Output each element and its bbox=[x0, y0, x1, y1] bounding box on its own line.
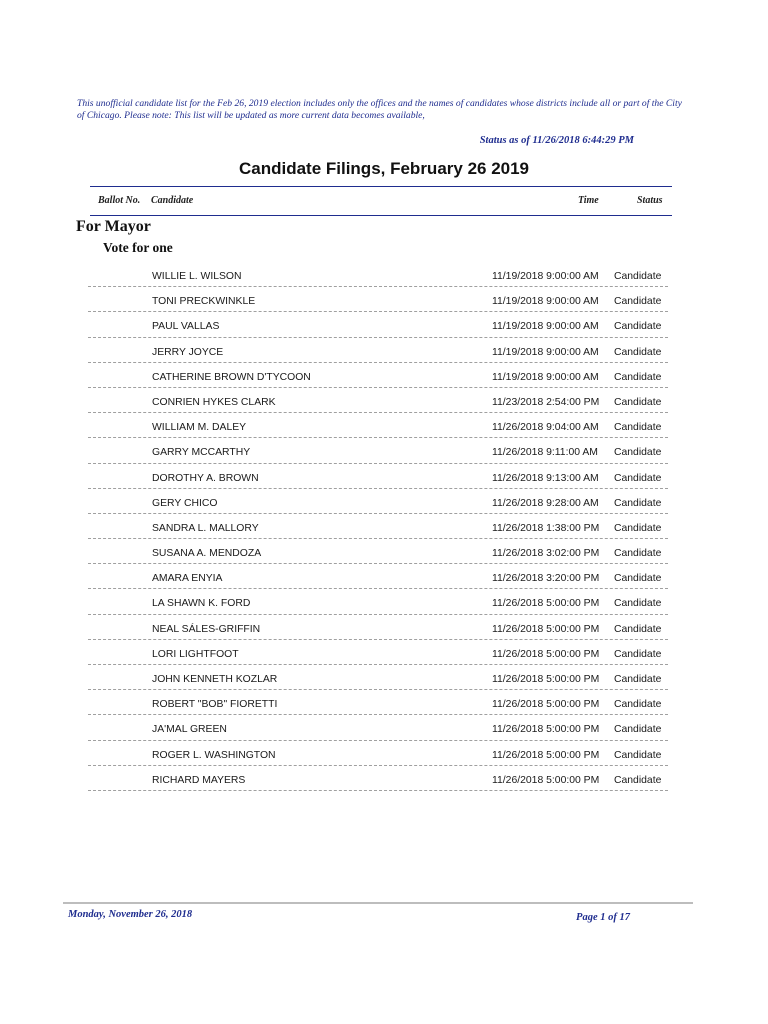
footer-rule bbox=[63, 902, 693, 904]
candidate-status: Candidate bbox=[614, 548, 662, 560]
candidate-name: JOHN KENNETH KOZLAR bbox=[152, 674, 278, 685]
candidate-name: ROGER L. WASHINGTON bbox=[152, 749, 276, 761]
candidate-name: WILLIAM M. DALEY bbox=[152, 422, 247, 434]
office-heading: For Mayor bbox=[76, 218, 151, 235]
candidate-status: Candidate bbox=[614, 724, 662, 736]
candidate-status: Candidate bbox=[614, 321, 662, 333]
status-timestamp: Status as of 11/26/2018 6:44:29 PM bbox=[479, 135, 634, 146]
candidate-status: Candidate bbox=[614, 648, 662, 660]
filing-time: 11/26/2018 5:00:00 PM bbox=[492, 699, 600, 711]
candidate-status: Candidate bbox=[614, 774, 662, 786]
candidate-name: CATHERINE BROWN D'TYCOON bbox=[152, 371, 311, 383]
candidate-name: GARRY MCCARTHY bbox=[152, 447, 251, 459]
candidate-status: Candidate bbox=[614, 371, 662, 383]
candidate-row bbox=[0, 491, 768, 516]
filing-time: 11/26/2018 9:04:00 AM bbox=[492, 422, 599, 434]
candidate-status: Candidate bbox=[614, 699, 662, 711]
candidate-name: WILLIE L. WILSON bbox=[152, 271, 242, 282]
candidate-name: ROBERT "BOB" FIORETTI bbox=[152, 699, 278, 711]
candidate-name: AMARA ENYIA bbox=[152, 573, 223, 585]
filing-time: 11/26/2018 9:13:00 AM bbox=[492, 472, 599, 484]
candidate-name: NEAL SÁLES-GRIFFIN bbox=[152, 623, 261, 635]
filing-time: 11/19/2018 9:00:00 AM bbox=[492, 321, 599, 333]
filing-time: 11/19/2018 9:00:00 AM bbox=[492, 371, 599, 383]
candidate-name: SUSANA A. MENDOZA bbox=[152, 548, 262, 560]
table-header bbox=[90, 186, 672, 216]
candidate-status: Candidate bbox=[614, 447, 662, 459]
filing-time: 11/26/2018 9:28:00 AM bbox=[492, 497, 599, 509]
candidate-row bbox=[0, 466, 768, 491]
candidate-row bbox=[0, 314, 768, 339]
filing-time: 11/26/2018 1:38:00 PM bbox=[492, 522, 600, 534]
candidate-row bbox=[0, 591, 768, 616]
candidate-row bbox=[0, 516, 768, 541]
candidate-row bbox=[0, 667, 768, 692]
candidate-name: LA SHAWN K. FORD bbox=[152, 598, 251, 610]
candidate-status: Candidate bbox=[614, 472, 662, 484]
candidate-name: DOROTHY A. BROWN bbox=[152, 472, 259, 484]
candidate-row bbox=[0, 390, 768, 415]
filing-time: 11/26/2018 3:20:00 PM bbox=[492, 573, 600, 585]
disclaimer-text: This unofficial candidate list for the Feb 26, 2019 election includes only the offices and the names of candidates whose districts include all or part of the City of Chicago. Please note: This list will be updated as more current data becomes available, bbox=[77, 98, 682, 121]
column-header-candidate: Candidate bbox=[151, 195, 194, 206]
candidate-row bbox=[0, 264, 768, 289]
page-number: Page 1 of 17 bbox=[576, 912, 630, 923]
candidate-status: Candidate bbox=[614, 497, 662, 509]
candidate-status: Candidate bbox=[614, 749, 662, 761]
candidate-status: Candidate bbox=[614, 623, 662, 635]
candidate-name: GERY CHICO bbox=[152, 497, 218, 509]
candidate-row bbox=[0, 768, 768, 793]
filing-time: 11/19/2018 9:00:00 AM bbox=[492, 271, 599, 282]
candidate-row bbox=[0, 717, 768, 742]
candidate-status: Candidate bbox=[614, 296, 662, 308]
candidate-row bbox=[0, 743, 768, 768]
column-header-status: Status bbox=[637, 195, 663, 206]
candidate-row bbox=[0, 541, 768, 566]
filing-time: 11/19/2018 9:00:00 AM bbox=[492, 346, 599, 358]
candidate-name: LORI LIGHTFOOT bbox=[152, 648, 239, 660]
candidate-status: Candidate bbox=[614, 422, 662, 434]
filing-time: 11/26/2018 5:00:00 PM bbox=[492, 623, 600, 635]
candidate-row bbox=[0, 566, 768, 591]
candidate-row bbox=[0, 289, 768, 314]
candidate-row bbox=[0, 365, 768, 390]
column-header-ballot-no: Ballot No. bbox=[98, 195, 141, 206]
candidate-row bbox=[0, 642, 768, 667]
candidate-status: Candidate bbox=[614, 598, 662, 610]
candidate-row bbox=[0, 692, 768, 717]
candidate-status: Candidate bbox=[614, 674, 662, 685]
candidate-name: JERRY JOYCE bbox=[152, 346, 224, 358]
filing-time: 11/23/2018 2:54:00 PM bbox=[492, 396, 600, 408]
candidate-status: Candidate bbox=[614, 573, 662, 585]
page-title: Candidate Filings, February 26 2019 bbox=[238, 159, 530, 178]
candidate-row bbox=[0, 617, 768, 642]
vote-instruction: Vote for one bbox=[103, 240, 173, 255]
filing-time: 11/26/2018 9:11:00 AM bbox=[492, 447, 598, 459]
candidate-status: Candidate bbox=[614, 396, 662, 408]
candidate-name: JA'MAL GREEN bbox=[152, 724, 227, 736]
candidate-name: CONRIEN HYKES CLARK bbox=[152, 396, 276, 408]
candidate-name: PAUL VALLAS bbox=[152, 321, 220, 333]
filing-time: 11/26/2018 5:00:00 PM bbox=[492, 724, 600, 736]
candidate-row bbox=[0, 340, 768, 365]
filing-time: 11/26/2018 5:00:00 PM bbox=[492, 648, 600, 660]
filing-time: 11/26/2018 5:00:00 PM bbox=[492, 774, 600, 786]
candidate-name: TONI PRECKWINKLE bbox=[152, 296, 256, 308]
filing-time: 11/19/2018 9:00:00 AM bbox=[492, 296, 599, 308]
candidate-name: RICHARD MAYERS bbox=[152, 774, 246, 786]
candidate-status: Candidate bbox=[614, 271, 662, 282]
filing-time: 11/26/2018 5:00:00 PM bbox=[492, 598, 600, 610]
candidate-name: SANDRA L. MALLORY bbox=[152, 522, 259, 534]
candidate-row bbox=[0, 415, 768, 440]
candidate-row bbox=[0, 440, 768, 465]
candidate-status: Candidate bbox=[614, 522, 662, 534]
footer-date: Monday, November 26, 2018 bbox=[68, 909, 193, 920]
candidate-list bbox=[0, 264, 768, 793]
candidate-status: Candidate bbox=[614, 346, 662, 358]
column-header-time: Time bbox=[578, 195, 599, 206]
filing-time: 11/26/2018 3:02:00 PM bbox=[492, 548, 600, 560]
filing-time: 11/26/2018 5:00:00 PM bbox=[492, 749, 600, 761]
filing-time: 11/26/2018 5:00:00 PM bbox=[492, 674, 600, 685]
